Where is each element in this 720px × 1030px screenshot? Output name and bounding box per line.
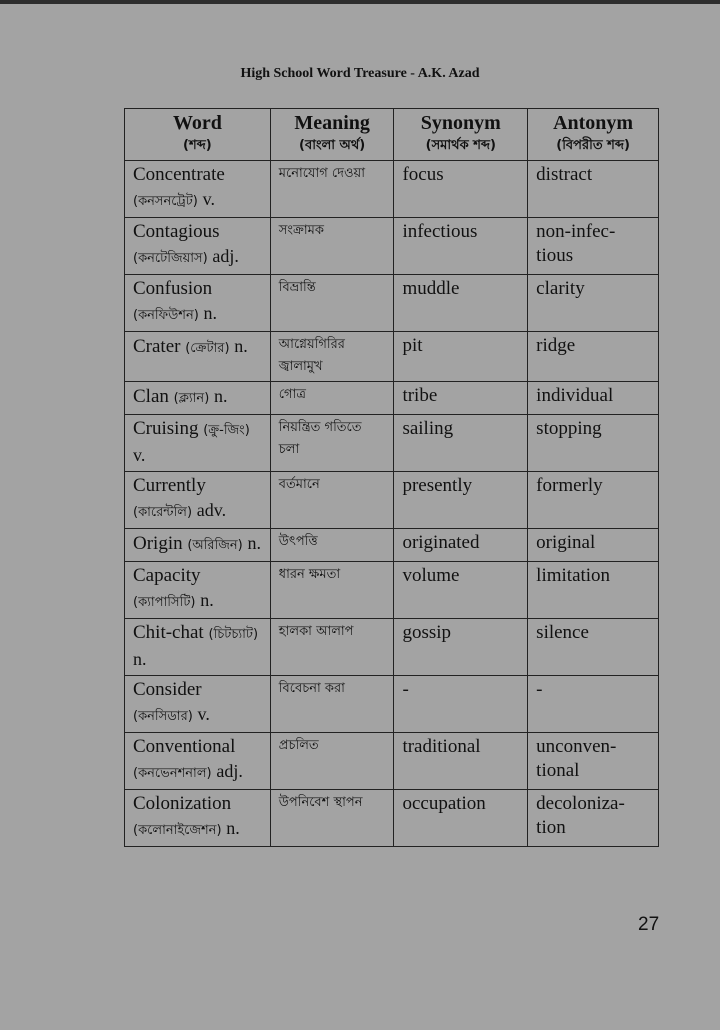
cell-antonym: non-infec-tious [528,218,659,275]
column-header-word [125,109,271,161]
table-row [125,676,659,733]
cell-word [125,562,271,619]
word-term: Consider [133,679,202,700]
word-pronunciation: (কলোনাইজেশন) [133,823,222,838]
cell-word [125,619,271,676]
word-term: Cruising [133,418,199,439]
cell-word [125,529,271,562]
cell-synonym: presently [394,472,528,529]
column-header-synonym [394,109,528,161]
cell-antonym: stopping [528,415,659,472]
table-row [125,415,659,472]
cell-synonym: focus [394,161,528,218]
word-pronunciation: (ক্যাপাসিটি) [133,595,196,610]
cell-antonym: unconven-tional [528,733,659,790]
word-part-of-speech: v. [133,445,146,465]
table-row [125,790,659,847]
word-term: Colonization [133,793,232,814]
word-term: Contagious [133,221,220,242]
word-pronunciation: (কনভেনশনাল) [133,766,212,781]
column-title: Meaning [294,112,370,134]
word-pronunciation: (কনটেজিয়াস) [133,251,208,266]
word-part-of-speech: n. [214,386,228,406]
column-header-meaning [270,109,394,161]
cell-antonym: formerly [528,472,659,529]
word-pronunciation: (কনসনট্রেট) [133,194,198,209]
cell-synonym: - [394,676,528,733]
word-term: Crater [133,336,181,357]
word-part-of-speech: n. [133,649,147,669]
cell-word [125,332,271,382]
word-part-of-speech: n. [200,590,214,610]
cell-antonym: ridge [528,332,659,382]
word-part-of-speech: adj. [216,761,243,781]
cell-word [125,218,271,275]
cell-synonym: pit [394,332,528,382]
cell-synonym: gossip [394,619,528,676]
cell-meaning: ধারন ক্ষমতা [270,562,394,619]
column-title: Word [172,112,222,134]
cell-meaning: গোত্র [270,382,394,415]
word-pronunciation: (অরিজিন) [187,538,243,553]
word-part-of-speech: n. [226,818,240,838]
cell-word [125,676,271,733]
cell-word [125,472,271,529]
table-row [125,218,659,275]
table-row [125,332,659,382]
cell-meaning: বিবেচনা করা [270,676,394,733]
column-subtitle: (বিপরীত শব্দ) [556,138,630,153]
column-title: Synonym [420,112,501,134]
top-edge-bar [0,0,720,4]
cell-meaning: উপনিবেশ স্থাপন [270,790,394,847]
word-term: Concentrate [133,164,225,185]
cell-meaning: নিয়ন্ত্রিত গতিতে চলা [270,415,394,472]
cell-synonym: occupation [394,790,528,847]
cell-antonym: distract [528,161,659,218]
word-part-of-speech: n. [234,336,248,356]
cell-synonym: volume [394,562,528,619]
table-row [125,472,659,529]
cell-antonym: clarity [528,275,659,332]
cell-meaning: হালকা আলাপ [270,619,394,676]
cell-synonym: sailing [394,415,528,472]
word-pronunciation: (চিটচ্যাট) [208,627,259,642]
word-part-of-speech: adj. [212,246,239,266]
cell-word [125,733,271,790]
cell-word [125,161,271,218]
cell-synonym: muddle [394,275,528,332]
cell-antonym: limitation [528,562,659,619]
table-row [125,619,659,676]
cell-antonym: decoloniza-tion [528,790,659,847]
word-term: Conventional [133,736,236,757]
page-header: High School Word Treasure - A.K. Azad [240,66,480,81]
table-row [125,529,659,562]
table-row [125,275,659,332]
cell-meaning: মনোযোগ দেওয়া [270,161,394,218]
word-part-of-speech: n. [247,533,261,553]
word-term: Confusion [133,278,213,299]
cell-synonym: infectious [394,218,528,275]
cell-meaning: সংক্রামক [270,218,394,275]
word-part-of-speech: v. [202,189,215,209]
cell-antonym: - [528,676,659,733]
word-pronunciation: (ক্রেটার) [185,341,230,356]
table-row [125,382,659,415]
cell-synonym: originated [394,529,528,562]
word-term: Clan [133,386,169,407]
column-title: Antonym [553,112,634,134]
word-term: Origin [133,533,183,554]
vocabulary-table [124,108,659,847]
table-row [125,161,659,218]
word-part-of-speech: v. [197,704,210,724]
cell-antonym: silence [528,619,659,676]
page-number: 27 [638,914,660,935]
table-row [125,733,659,790]
word-term: Capacity [133,565,201,586]
cell-meaning: বিভ্রান্তি [270,275,394,332]
cell-meaning: প্রচলিত [270,733,394,790]
column-header-antonym [528,109,659,161]
cell-antonym: original [528,529,659,562]
cell-word [125,790,271,847]
word-part-of-speech: n. [203,303,218,323]
word-term: Chit-chat [133,622,204,643]
column-subtitle: (শব্দ) [183,138,212,153]
column-subtitle: (সমার্থক শব্দ) [425,138,496,153]
cell-word [125,415,271,472]
cell-meaning: বর্তমানে [270,472,394,529]
word-pronunciation: (কনসিডার) [133,709,193,724]
table-header-row [125,109,659,161]
word-pronunciation: (কনফিউশন) [133,308,199,323]
word-pronunciation: (কারেন্টলি) [133,505,193,520]
cell-word [125,275,271,332]
cell-meaning: আগ্নেয়গিরির জ্বালামুখ [270,332,394,382]
cell-meaning: উৎপত্তি [270,529,394,562]
cell-synonym: traditional [394,733,528,790]
cell-word [125,382,271,415]
word-pronunciation: (ক্ল্যান) [173,391,210,406]
word-pronunciation: (ক্রু-জিং) [203,423,250,438]
column-subtitle: (বাংলা অর্থ) [299,138,366,153]
cell-antonym: individual [528,382,659,415]
word-part-of-speech: adv. [196,500,227,520]
word-term: Currently [133,475,206,496]
table-row [125,562,659,619]
cell-synonym: tribe [394,382,528,415]
